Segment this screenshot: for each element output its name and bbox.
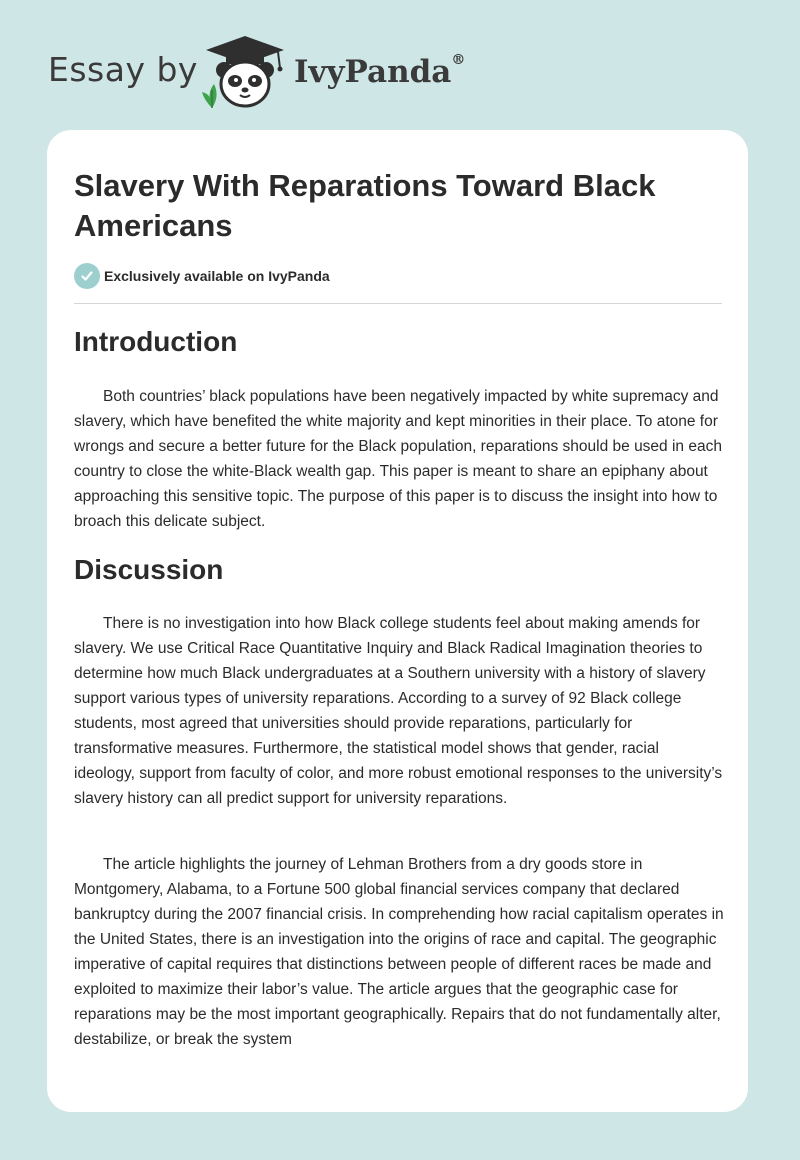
section-heading-discussion: Discussion: [74, 554, 224, 585]
brand-logo-text[interactable]: [294, 54, 465, 90]
section-heading-introduction: Introduction: [74, 326, 238, 357]
exclusive-badge: [74, 263, 330, 289]
discussion-paragraph-1: There is no investigation into how Black college students feel about making amends for slavery. We use Critical Race Quantitative Inquiry and Black Radical Imagination theories to determine how much Black undergraduates at a Southern university with a history of slavery support various types of university reparations. According to a survey of 92 Black college students, most agreed that universities should provide reparations, particularly for transformative measures. Furthermore, the statistical model shows that gender, racial ideology, support from faculty of color, and more robust emotional responses to the university’s slavery history can all predict support for university reparations.: [74, 615, 723, 807]
checkmark-icon: [74, 263, 100, 289]
essay-title: Slavery With Reparations Toward Black Americans: [74, 168, 656, 243]
registered-mark: ®: [451, 52, 466, 68]
panda-graduate-icon[interactable]: [200, 34, 290, 110]
introduction-paragraph: Both countries’ black populations have been negatively impacted by white supremacy and slavery, which have benefited the white majority and kept minorities in their place. To atone for wrongs and secure a better future for the Black population, reparations should be used in each country to close the white-Black wealth gap. This paper is meant to share an epiphany about approaching this sensitive topic. The purpose of this paper is to discuss the insight into how to broach this delicate subject.: [74, 388, 722, 530]
exclusive-label: Exclusively available on IvyPanda: [104, 268, 330, 284]
brand-name: IvyPanda: [294, 54, 452, 90]
divider: [74, 303, 722, 304]
site-header: [0, 0, 800, 130]
essay-by-label: Essay by: [48, 50, 198, 89]
discussion-paragraph-2: The article highlights the journey of Lehman Brothers from a dry goods store in Montgomery, Alabama, to a Fortune 500 global financial services company that declared bankruptcy during the 2007 financial crisis. In comprehending how racial capitalism operates in the United States, there is an investigation into the origins of race and capital. The geographic imperative of capital requires that distinctions between people of different races be made and exploited to maximize their labor’s value. The article argues that the geographic case for reparations may be the most important geographically. Repairs that do not fundamentally alter, destabilize, or break the system: [74, 856, 724, 1048]
essay-card: [47, 130, 748, 1112]
